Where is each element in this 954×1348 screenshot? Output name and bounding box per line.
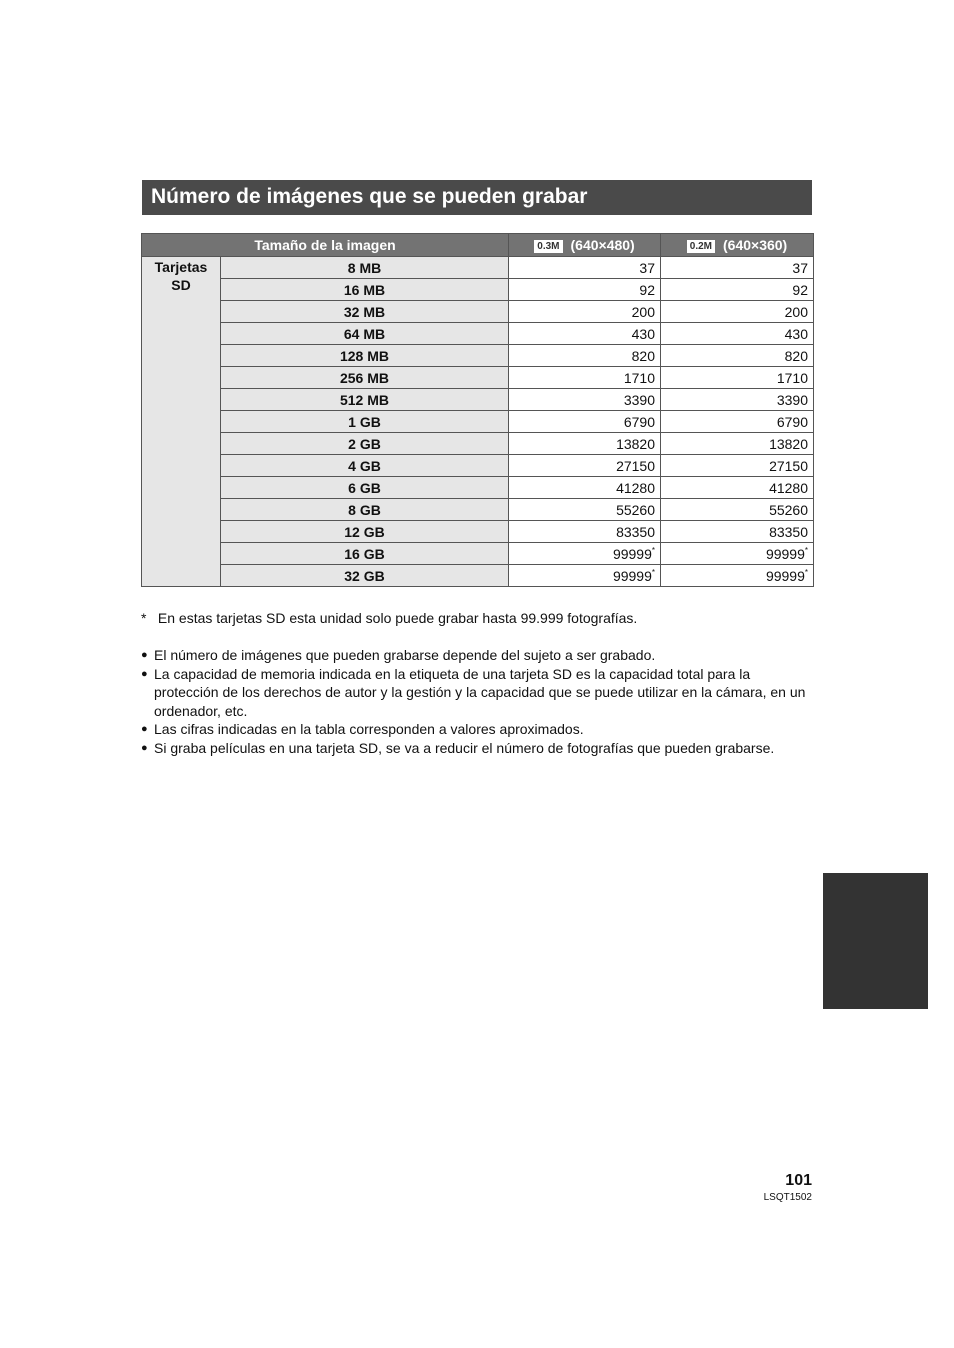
- count-640x360-cell: [661, 521, 814, 543]
- count-640x360-cell: [661, 477, 814, 499]
- card-size-cell: 512 MB: [221, 389, 509, 411]
- bullet-icon: ●: [141, 741, 148, 754]
- note-text: La capacidad de memoria indicada en la etiqueta de una tarjeta SD es la capacidad total para la protección de los derechos de autor y la gestión y la capacidad que se puede utilizar en la cámara, en un ordenador, etc.: [154, 665, 806, 719]
- count-640x480-cell: [509, 411, 661, 433]
- count-640x360-cell: [661, 301, 814, 323]
- card-size-cell: 12 GB: [221, 521, 509, 543]
- count-640x480-cell: [509, 367, 661, 389]
- footnote-marker: *: [141, 610, 147, 626]
- bullet-icon: ●: [141, 667, 148, 680]
- count-value: 55260: [769, 501, 808, 518]
- count-640x360-cell: [661, 323, 814, 345]
- count-value: 92: [639, 281, 655, 298]
- count-640x480-cell: [509, 323, 661, 345]
- count-640x480-cell: [509, 345, 661, 367]
- count-value: 3390: [623, 391, 655, 408]
- count-640x360-cell: [661, 455, 814, 477]
- resolution-label-640x480: (640×480): [570, 237, 635, 253]
- image-capacity-table: [141, 233, 814, 587]
- section-title: Número de imágenes que se pueden grabar: [142, 180, 812, 215]
- count-value: 820: [784, 347, 808, 364]
- count-value: 99999: [612, 545, 652, 562]
- count-value: 99999: [765, 567, 805, 584]
- footnote: [141, 609, 637, 627]
- count-640x480-cell: [509, 543, 661, 565]
- table-row: [142, 301, 814, 323]
- chapter-side-tab: [823, 873, 928, 1009]
- bullet-icon: ●: [141, 723, 148, 735]
- note-text: Las cifras indicadas en la tabla corresponden a valores aproximados.: [154, 721, 584, 737]
- count-value: 13820: [769, 435, 808, 452]
- note-text: El número de imágenes que pueden grabarse depende del sujeto a ser grabado.: [154, 647, 656, 663]
- count-value: 92: [792, 281, 808, 298]
- count-value: 99999: [612, 567, 652, 584]
- card-size-cell: 128 MB: [221, 345, 509, 367]
- footnote-marker: *: [804, 567, 808, 577]
- table-row: [142, 345, 814, 367]
- table-row: [142, 389, 814, 411]
- table-body: [142, 257, 814, 587]
- count-value: 6790: [776, 413, 808, 430]
- resolution-header-0.2m: [661, 234, 814, 257]
- table-row: [142, 521, 814, 543]
- count-value: 1710: [776, 369, 808, 386]
- card-size-cell: 1 GB: [221, 411, 509, 433]
- count-value: 83350: [616, 523, 655, 540]
- table-row: [142, 499, 814, 521]
- footnote-marker: *: [651, 545, 655, 555]
- card-size-cell: 4 GB: [221, 455, 509, 477]
- count-value: 27150: [616, 457, 655, 474]
- card-type-label: Tarjetas SD: [142, 257, 221, 587]
- count-640x360-cell: [661, 543, 814, 565]
- count-value: 55260: [616, 501, 655, 518]
- notes-list: [141, 646, 813, 757]
- count-640x360-cell: [661, 279, 814, 301]
- count-value: 41280: [769, 479, 808, 496]
- footnote-marker: *: [651, 567, 655, 577]
- note-item: [141, 646, 813, 665]
- count-value: 27150: [769, 457, 808, 474]
- count-value: 13820: [616, 435, 655, 452]
- table-row: [142, 565, 814, 587]
- note-text: Si graba películas en una tarjeta SD, se va a reducir el número de fotografías que pueden grabarse.: [154, 739, 775, 756]
- footnote-marker: *: [804, 545, 808, 555]
- count-640x480-cell: [509, 521, 661, 543]
- count-value: 430: [784, 325, 808, 342]
- picture-size-0.2m-icon: 0.2M: [687, 240, 715, 253]
- count-640x480-cell: [509, 257, 661, 279]
- count-640x480-cell: [509, 389, 661, 411]
- page-number: 101: [785, 1172, 812, 1189]
- table-row: [142, 411, 814, 433]
- document-code: LSQT1502: [763, 1192, 812, 1203]
- resolution-label-640x360: (640×360): [723, 237, 788, 253]
- count-value: 83350: [769, 523, 808, 540]
- count-value: 200: [784, 303, 808, 320]
- count-640x360-cell: [661, 257, 814, 279]
- table-row: [142, 323, 814, 345]
- resolution-header-0.3m: [509, 234, 661, 257]
- bullet-icon: ●: [141, 649, 148, 661]
- count-640x480-cell: [509, 433, 661, 455]
- table-row: [142, 367, 814, 389]
- count-640x360-cell: [661, 345, 814, 367]
- count-value: 37: [639, 259, 655, 276]
- count-value: 99999: [765, 545, 805, 562]
- count-640x360-cell: [661, 499, 814, 521]
- table-row: [142, 257, 814, 279]
- note-item: [141, 665, 813, 721]
- count-value: 430: [631, 325, 655, 342]
- count-value: 200: [631, 303, 655, 320]
- card-size-cell: 256 MB: [221, 367, 509, 389]
- card-size-cell: 8 GB: [221, 499, 509, 521]
- count-640x480-cell: [509, 301, 661, 323]
- image-size-header: Tamaño de la imagen: [142, 234, 509, 257]
- count-value: 41280: [616, 479, 655, 496]
- count-640x360-cell: [661, 389, 814, 411]
- count-640x360-cell: [661, 411, 814, 433]
- count-640x360-cell: [661, 565, 814, 587]
- table-row: [142, 477, 814, 499]
- count-640x480-cell: [509, 565, 661, 587]
- table-row: [142, 543, 814, 565]
- picture-size-0.3m-icon: 0.3M: [534, 240, 562, 253]
- count-640x360-cell: [661, 367, 814, 389]
- count-value: 3390: [776, 391, 808, 408]
- card-size-cell: 32 GB: [221, 565, 509, 587]
- card-size-cell: 6 GB: [221, 477, 509, 499]
- count-value: 6790: [623, 413, 655, 430]
- count-640x480-cell: [509, 455, 661, 477]
- footnote-text: En estas tarjetas SD esta unidad solo puede grabar hasta 99.999 fotografías.: [157, 610, 638, 626]
- table-row: [142, 279, 814, 301]
- table-row: [142, 433, 814, 455]
- note-item: [141, 720, 813, 739]
- card-size-cell: 64 MB: [221, 323, 509, 345]
- card-size-cell: 8 MB: [221, 257, 509, 279]
- card-size-cell: 2 GB: [221, 433, 509, 455]
- count-640x480-cell: [509, 499, 661, 521]
- count-value: 37: [792, 259, 808, 276]
- note-item: [141, 739, 813, 758]
- card-size-cell: 16 MB: [221, 279, 509, 301]
- table-header-row: [142, 234, 814, 257]
- card-size-cell: 16 GB: [221, 543, 509, 565]
- count-640x360-cell: [661, 433, 814, 455]
- count-640x480-cell: [509, 477, 661, 499]
- count-value: 820: [631, 347, 655, 364]
- table-row: [142, 455, 814, 477]
- count-value: 1710: [623, 369, 655, 386]
- count-640x480-cell: [509, 279, 661, 301]
- card-size-cell: 32 MB: [221, 301, 509, 323]
